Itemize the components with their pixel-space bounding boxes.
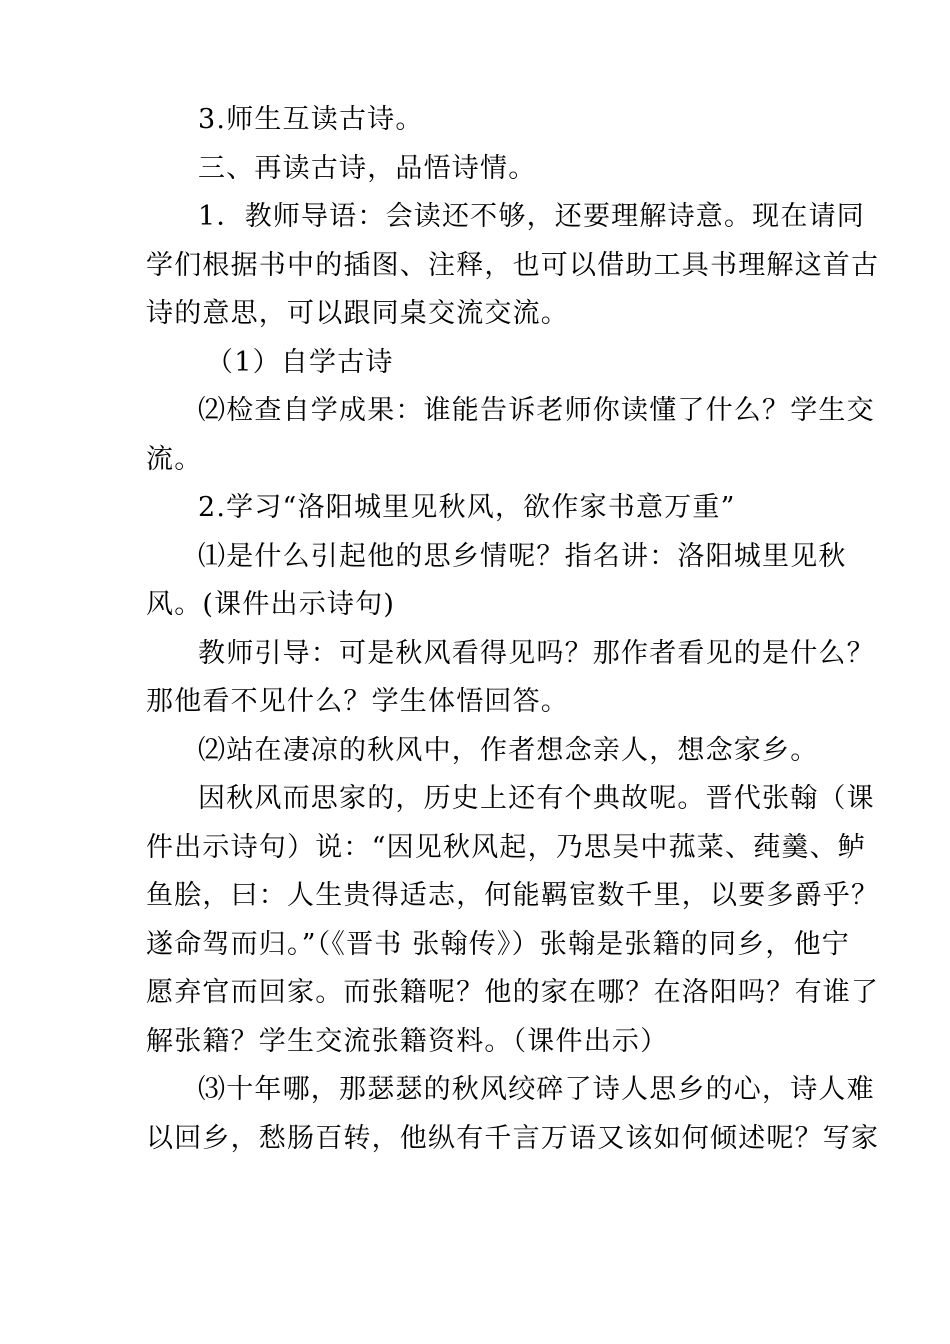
text-line: 1．教师导语：会读还不够，还要理解诗意。现在请同 bbox=[198, 201, 865, 232]
text-line: 遂命驾而归。”（《晋书 张翰传》）张翰是张籍的同乡，他宁 bbox=[146, 928, 850, 960]
text-line: 鱼脍，曰：人生贵得适志，何能羁宦数千里，以要多爵乎？ bbox=[146, 880, 880, 911]
text-line: 3.师生互读古诗。 bbox=[198, 104, 424, 135]
text-line: 那他看不见什么？学生体悟回答。 bbox=[146, 686, 569, 717]
text-line: ⑶十年哪，那瑟瑟的秋风绞碎了诗人思乡的心，诗人难 bbox=[198, 1074, 875, 1105]
text-line: ⑵站在凄凉的秋风中，作者想念亲人，想念家乡。 bbox=[198, 734, 819, 766]
text-line: 风。(课件出示诗句) bbox=[146, 589, 396, 620]
text-line: 愿弃官而回家。而张籍呢？他的家在哪？在洛阳吗？有谁了 bbox=[146, 977, 880, 1008]
text-line: 三、再读古诗，品悟诗情。 bbox=[198, 152, 537, 184]
text-line: ⑵检查自学成果：谁能告诉老师你读懂了什么？学生交 bbox=[198, 395, 875, 426]
text-line: 教师引导：可是秋风看得见吗？那作者看见的是什么？ bbox=[198, 637, 875, 669]
text-line: 学们根据书中的插图、注释，也可以借助工具书理解这首古 bbox=[146, 249, 880, 281]
text-line: 解张籍？学生交流张籍资料。（课件出示） bbox=[146, 1025, 669, 1057]
text-line: ⑴是什么引起他的思乡情呢？指名讲：洛阳城里见秋 bbox=[198, 540, 847, 572]
text-line: 诗的意思，可以跟同桌交流交流。 bbox=[146, 298, 569, 329]
text-line: （1）自学古诗 bbox=[206, 346, 394, 378]
text-line: 件出示诗句）说：“因见秋风起，乃思吴中菰菜、莼羹、鲈 bbox=[146, 831, 867, 863]
text-line: 以回乡，愁肠百转，他纵有千言万语又该如何倾述呢？写家 bbox=[146, 1122, 880, 1154]
document-body bbox=[146, 96, 880, 1163]
text-line: 因秋风而思家的，历史上还有个典故呢。晋代张翰（课 bbox=[198, 783, 875, 814]
text-line: 流。 bbox=[146, 443, 203, 475]
text-line: 2.学习“洛阳城里见秋风，欲作家书意万重” bbox=[198, 492, 736, 523]
